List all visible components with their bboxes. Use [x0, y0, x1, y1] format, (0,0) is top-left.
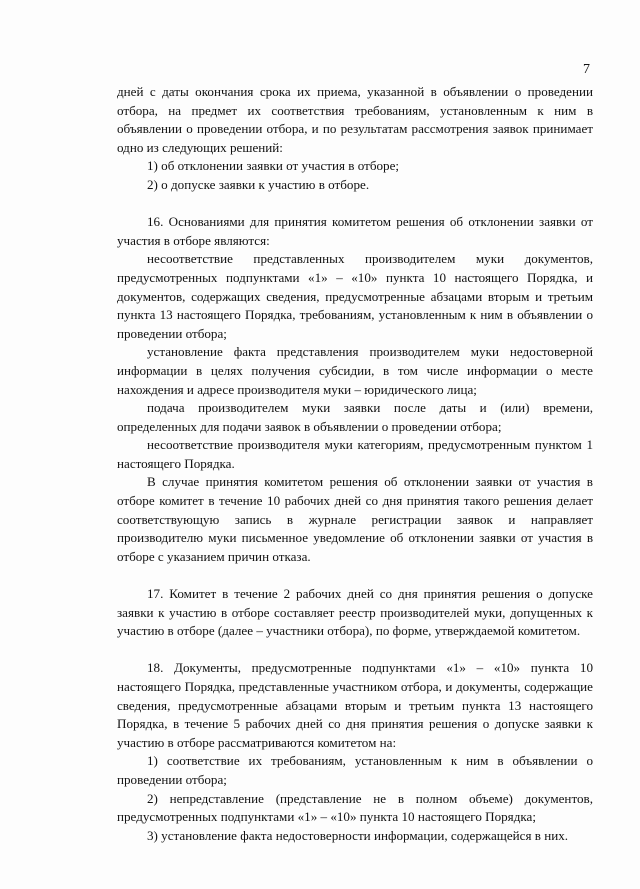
section-gap: [117, 195, 593, 214]
page-number: 7: [583, 62, 590, 77]
clause-16-notification: В случае принятия комитетом решения об отклонении заявки от участия в отборе комитет в течение 10 рабочих дней со дня принятия такого решения делает соответствующую запись в журнале регистрации заявок и направляет производителю муки письменное уведомление об отклонении заявки от участия в отборе с указанием причин отказа.: [117, 474, 593, 564]
paragraph-intro: дней с даты окончания срока их приема, указанной в объявлении о проведении отбора, на предмет их соответствия требованиям, установленным к ним в объявлении о проведении отбора, и по результатам рассмотрения заявок принимает одно из следующих решений:: [117, 84, 593, 155]
document-body: [117, 83, 593, 845]
clause-16-ground-false-info: установление факта представления производителем муки недостоверной информации в целях получения субсидии, в том числе информации о месте нахождения и адресе производителя муки – юридического лица;: [117, 344, 593, 397]
clause-18-item-3: 3) установление факта недостоверности информации, содержащейся в них.: [147, 827, 569, 843]
list-item-reject: 1) об отклонении заявки от участия в отборе;: [147, 158, 400, 174]
clause-16-heading: 16. Основаниями для принятия комитетом решения об отклонении заявки от участия в отборе являются:: [117, 214, 593, 248]
clause-16-ground-documents: несоответствие представленных производителем муки документов, предусмотренных подпунктами «1» – «10» пункта 10 настоящего Порядка, и документов, содержащих сведения, предусмотренные абзацами вторым и третьим пункта 13 настоящего Порядка, требованиям, установленным к ним в объявлении о проведении отбора;: [117, 251, 593, 341]
clause-17: 17. Комитет в течение 2 рабочих дней со дня принятия решения о допуске заявки к участию в отборе составляет реестр производителей муки, допущенных к участию в отборе (далее – участники отбора), по форме, утверждаемой комитетом.: [117, 586, 593, 639]
section-gap: [117, 566, 593, 585]
clause-16-ground-category: несоответствие производителя муки категориям, предусмотренным пунктом 1 настоящего Порядка.: [117, 437, 593, 471]
section-gap: [117, 641, 593, 660]
clause-18-heading: 18. Документы, предусмотренные подпунктами «1» – «10» пункта 10 настоящего Порядка, представленные участником отбора, и документы, содержащие сведения, предусмотренные абзацами вторым и третьим пункта 13 настоящего Порядка, в течение 5 рабочих дней со дня принятия решения о допуске заявки к участию в отборе рассматриваются комитетом на:: [117, 660, 593, 750]
clause-18-item-1: 1) соответствие их требованиям, установленным к ним в объявлении о проведении отбора;: [117, 753, 593, 787]
clause-18-item-2: 2) непредставление (представление не в полном объеме) документов, предусмотренных подпунктами «1» – «10» пункта 10 настоящего Порядка;: [117, 790, 593, 825]
list-item-admit: 2) о допуске заявки к участию в отборе.: [147, 176, 370, 192]
clause-16-ground-late: подача производителем муки заявки после даты и (или) времени, определенных для подачи заявок в объявлении о проведении отбора;: [117, 400, 593, 434]
